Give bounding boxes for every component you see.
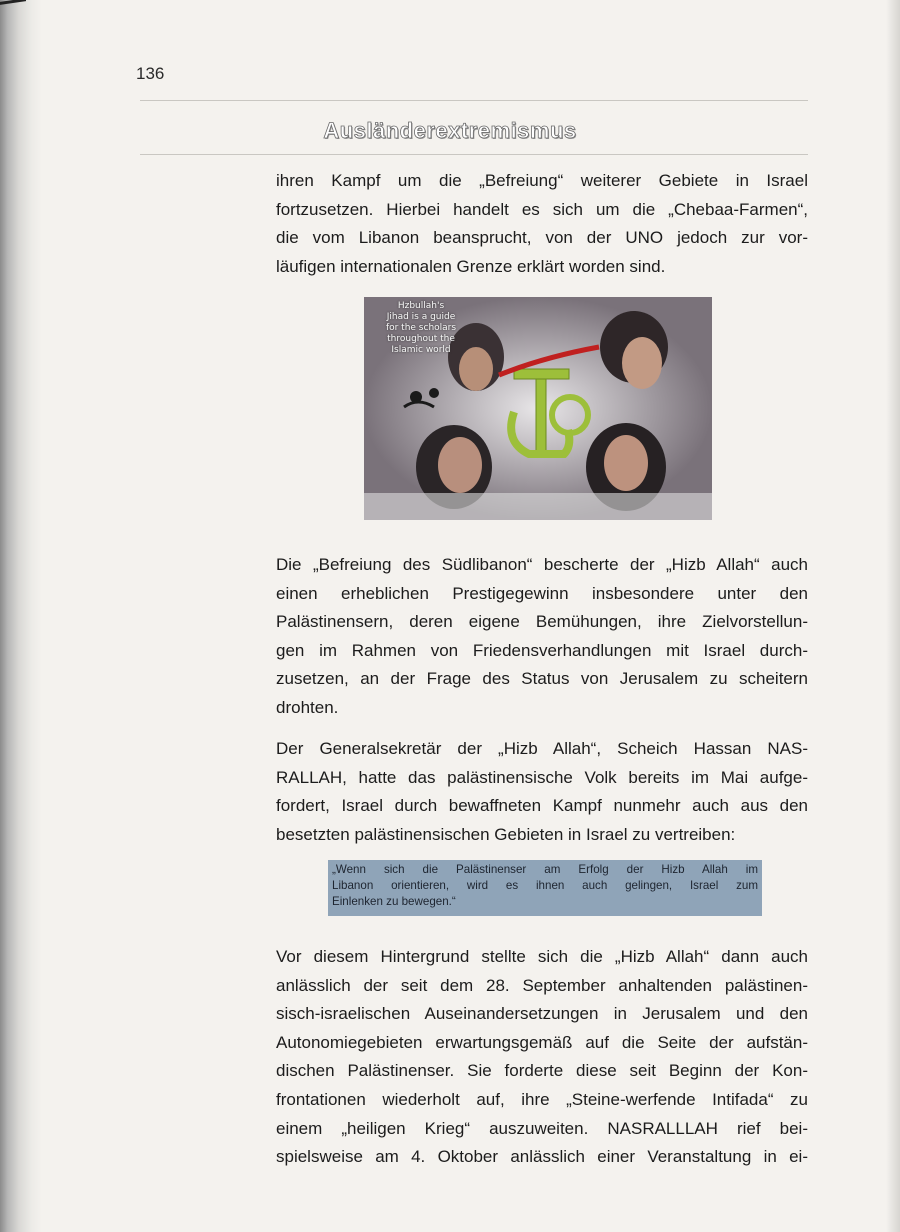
text-line: drohten. <box>276 697 339 717</box>
text-line: dischen Palästinenser. Sie forderte diese seit Beginn der Kon- <box>276 1061 808 1081</box>
caption-line: for the scholars <box>385 323 457 333</box>
text-line: fordert, Israel durch bewaffneten Kampf nunmehr auch aus den <box>276 796 808 816</box>
caption-line: Jihad is a guide <box>386 312 456 322</box>
portrait-face-right <box>622 337 662 389</box>
text-line: frontationen wiederholt auf, ihre „Steine-werfende Intifada“ zu <box>276 1089 808 1109</box>
quote-line: Einlenken zu bewegen.“ <box>332 895 456 908</box>
header-rule-bottom <box>140 154 808 155</box>
highlighted-quote <box>328 860 762 916</box>
quote-line: Libanon orientieren, wird es ihnen auch gelingen, Israel zum <box>332 879 758 892</box>
text-line: Der Generalsekretär der „Hizb Allah“, Scheich Hassan NAS- <box>276 739 808 758</box>
text-line: besetzten palästinensischen Gebieten in Israel zu vertreiben: <box>276 824 736 844</box>
poster-caption <box>366 301 476 356</box>
paragraph-2 <box>276 551 808 723</box>
text-line: einem „heiligen Krieg“ auszuweiten. NASRALLLAH rief bei- <box>276 1118 808 1138</box>
text-line: spielsweise am 4. Oktober anlässlich einer Veranstaltung in ei- <box>276 1147 808 1167</box>
text-line: RALLAH, hatte das palästinensische Volk bereits im Mai aufge- <box>276 767 808 787</box>
page-edge-shadow <box>886 0 900 1232</box>
text-line: ihren Kampf um die „Befreiung“ weiterer Gebiete in Israel <box>276 171 808 190</box>
paragraph-3 <box>276 735 808 849</box>
text-line: einen erheblichen Prestigegewinn insbesondere unter den <box>276 583 808 603</box>
text-line: anlässlich der seit dem 28. September anhaltenden palästinen- <box>276 975 808 995</box>
caption-line: Islamic world <box>391 345 451 355</box>
paragraph-4 <box>276 943 808 1172</box>
paragraph-1 <box>276 167 808 281</box>
text-line: läufigen internationalen Grenze erklärt worden sind. <box>276 256 666 276</box>
book-spine-shadow <box>0 0 42 1232</box>
text-line: Vor diesem Hintergrund stellte sich die „Hizb Allah“ dann auch <box>276 947 808 966</box>
text-line: gen im Rahmen von Friedensverhandlungen mit Israel durch- <box>276 640 808 660</box>
text-line: zusetzen, an der Frage des Status von Jerusalem zu scheitern <box>276 669 808 689</box>
text-line: sisch-israelischen Auseinandersetzungen in Jerusalem und den <box>276 1004 808 1024</box>
page-number: 136 <box>136 64 165 83</box>
hizb-allah-poster-image <box>364 297 712 520</box>
caption-line: throughout the <box>387 334 455 344</box>
quote-line: „Wenn sich die Palästinenser am Erfolg der Hizb Allah im <box>332 863 758 876</box>
text-line: fortzusetzen. Hierbei handelt es sich um die „Chebaa-Farmen“, <box>276 199 808 219</box>
header-rule-top <box>140 100 808 101</box>
text-line: Autonomiegebieten erwartungsgemäß auf die Seite der aufstän- <box>276 1032 808 1052</box>
text-line: Die „Befreiung des Südlibanon“ bescherte der „Hizb Allah“ auch <box>276 555 808 574</box>
section-title: Ausländerextremismus <box>323 118 577 143</box>
caption-line: Hzbullah's <box>397 301 445 311</box>
text-line: Palästinensern, deren eigene Bemühungen, ihre Zielvorstellun- <box>276 612 808 632</box>
text-line: die vom Libanon beansprucht, von der UNO jedoch zur vor- <box>276 228 808 248</box>
